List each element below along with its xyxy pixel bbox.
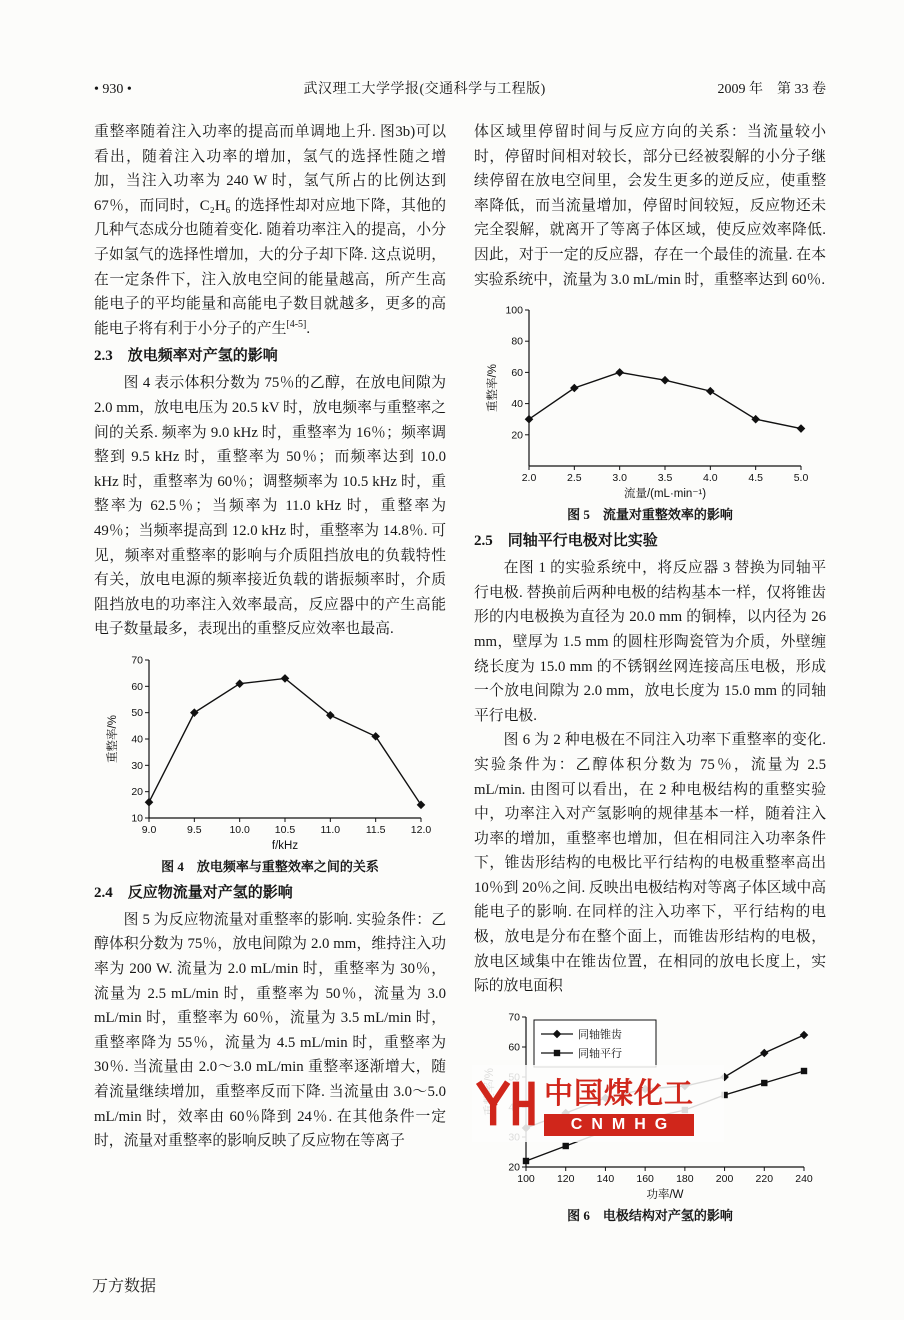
figure-6-caption: 图 6 电极结构对产氢的影响 [567,1207,733,1223]
svg-text:60: 60 [508,1041,520,1054]
svg-text:11.5: 11.5 [365,823,386,836]
svg-text:4.5: 4.5 [748,472,763,485]
journal-title: 武汉理工大学学报(交通科学与工程版) [303,82,546,97]
watermark-texts [544,1071,694,1136]
svg-text:200: 200 [715,1172,734,1185]
svg-text:9.0: 9.0 [141,823,157,836]
figure-5-caption: 图 5 流量对重整效率的影响 [567,507,733,523]
svg-text:4.0: 4.0 [703,472,718,485]
svg-text:160: 160 [636,1172,654,1185]
svg-text:140: 140 [596,1172,615,1185]
svg-text:3.0: 3.0 [612,472,627,485]
chart-frequency-vs-reforming [105,650,435,854]
svg-text:50: 50 [131,707,143,720]
paragraph-residence-time: 体区域里停留时间与反应方向的关系：当流量较小时，停留时间相对较长，部分已经被裂解的小分子继续停留在放电空间里，会发生更多的逆反应，使重整率降低，而当流量增加，停留时间较短，反应物还未完全裂解，就离开了等离子体区域，使反应效率降低. 因此，对于一定的反应器，存在一个最佳的流量. 在本实验系统中，流量为 3.0 mL/min 时，重整率达到 60％. [474,124,826,288]
left-column [94,120,446,1230]
svg-text:12.0: 12.0 [410,823,432,836]
svg-text:60: 60 [511,367,523,380]
page-number: • 930 • [94,82,132,97]
watermark-text-cn: 中国煤化工 [544,1077,695,1110]
svg-text:2.5: 2.5 [567,472,582,485]
svg-text:同轴锥齿: 同轴锥齿 [578,1028,622,1041]
watermark-logo-icon [474,1079,536,1127]
paragraph-coaxial-electrode: 在图 1 的实验系统中，将反应器 3 替换为同轴平行电极. 替换前后两种电极的结构基本一样，仅将锥齿形的内电极换为直径为 20.0 mm 的铜棒，以内径为 26 mm，壁厚为 1.5 mm 的圆柱形陶瓷管为介质，外壁缠绕长度为 15.0 mm 的不锈钢丝网连接高压电极，形成一个放电间隙为 2.0 mm，放电长度为 15.0 mm 的同轴平行电极. [474,560,826,724]
svg-text:10: 10 [131,812,143,825]
svg-text:10.5: 10.5 [274,823,296,836]
paragraph-flow-rate: 图 5 为反应物流量对重整率的影响. 实验条件：乙醇体积分数为 75％，放电间隙为 2.0 mm，维持注入功率为 200 W. 流量为 2.0 mL/min 时，重整率为 30％，流量为 2.5 mL/min 时，重整率为 50％，流量为 3.0 mL/min 时，重整率为 60％，流量为 3.5 mL/min 时，重整率降为 55％，流量为 4.5 mL/min 时，重整率为 30％. 当流量由 2.0～3.0 mL/min 重整率逐渐增大，随着流量继续增加，重整率反而下降. 当流量由 3.0～5.0 mL/min 时，效率由 60％降到 24％. 在其他条件一定时，流量对重整率的影响反映了反应物在等离子 [94,911,446,1150]
paragraph-electrode-comparison: 图 6 为 2 种电极在不同注入功率下重整率的变化. 实验条件为：乙醇体积分数为 75％，流量为 2.5 mL/min. 由图可以看出，在 2 种电极结构的重整实验中，功率注入对产氢影响的规律基本一样，随着注入功率的增加，重整率也增加，但在相同注入功率条件下，锥齿形结构的电极比平行结构的电极重整率高出 10％到 20％之间. 反映出电极结构对等离子体区域中高能电子的影响. 在同样的注入功率下，平行结构的电极，放电是分布在整个面上，而锥齿形结构的电极，放电区域集中在锥齿位置，在相同的放电长度上，实际的放电面积 [474,732,826,995]
citation-ref: [4-5] [286,318,307,330]
chart-flow-vs-reforming [485,300,815,502]
svg-text:220: 220 [755,1172,774,1185]
svg-text:同轴平行: 同轴平行 [578,1047,622,1060]
svg-text:180: 180 [676,1172,694,1185]
svg-text:20: 20 [131,786,143,799]
page-footer [92,1273,156,1296]
right-column [474,120,826,1230]
svg-text:30: 30 [131,759,143,772]
wanfang-data-mark: 万方数据 [92,1278,157,1295]
svg-text:70: 70 [508,1011,520,1024]
issue-info: 2009 年 第 33 卷 [717,82,826,97]
watermark-text-en: CNMHG [544,1114,694,1136]
svg-text:流量/(mL·min⁻¹): 流量/(mL·min⁻¹) [623,488,707,501]
svg-text:80: 80 [511,335,523,348]
paragraph-power-continuation [94,120,446,341]
svg-text:100: 100 [505,304,523,317]
svg-text:9.5: 9.5 [187,823,202,836]
svg-text:f/kHz: f/kHz [271,839,299,852]
svg-text:20: 20 [508,1161,520,1174]
paragraph-text: . [306,320,311,337]
section-heading-2-3: 2.3 放电频率对产氢的影响 [94,348,278,365]
svg-text:重整率/%: 重整率/% [487,364,499,413]
watermark-overlay [472,1065,724,1142]
svg-text:240: 240 [795,1172,813,1185]
paragraph-text: 重整率随着注入功率的提高而单调地上升. 图3b)可以看出，随着注入功率的增加，氢气的选择性随之增加，当注入功率为 240 W 时，氢气所占的比例达到 67％，而同时，C₂H₆ 的选择性却对应地下降，其他的几种气态成分也随着变化. 随着功率注入的提高，小分子如氢气的选择性增加，大的分子却下降. 这点说明，在一定条件下，注入放电空间的能量越高，所产生高能电子的平均能量和高能电子数目就越多，更多的高能电子将有利于小分子的产生 [94,124,446,337]
two-column-body [94,120,826,1230]
page-header [94,78,826,98]
svg-text:70: 70 [131,654,143,667]
svg-text:10.0: 10.0 [229,823,250,836]
svg-text:11.0: 11.0 [320,823,341,836]
figure-4 [94,650,446,875]
svg-text:40: 40 [131,733,143,746]
svg-text:60: 60 [131,680,143,693]
svg-text:3.5: 3.5 [657,472,673,485]
paragraph-frequency: 图 4 表示体积分数为 75％的乙醇，在放电间隙为 2.0 mm，放电电压为 20.5 kV 时，放电频率与重整率之间的关系. 频率为 9.0 kHz 时，重整率为 16％；频率调整到 9.5 kHz 时，重整率为 50％；而频率达到 10.0 kHz 时，重整率为 60％；调整频率为 10.5 kHz 时，重整率为 62.5％；当频率为 11.0 kHz 时，重整率为 49％；当频率提高到 12.0 kHz 时，重整率为 14.8％. 可见，频率对重整率的影响与介质阻挡放电的负载特性有关，放电电源的频率接近负载的谐振频率时，介质阻挡放电的功率注入效率最高，反应器中的产生高能电子数量最多，表现出的重整反应效率也最高. [94,375,446,638]
section-heading-2-4: 2.4 反应物流量对产氢的影响 [94,884,293,901]
svg-text:功率/W: 功率/W [646,1188,684,1201]
svg-text:5.0: 5.0 [793,472,809,485]
figure-6 [474,1007,826,1224]
svg-text:120: 120 [556,1172,575,1185]
section-heading-2-5: 2.5 同轴平行电极对比实验 [474,533,658,550]
figure-5 [474,300,826,523]
svg-text:40: 40 [511,398,523,411]
svg-text:20: 20 [511,429,523,442]
figure-4-caption: 图 4 放电频率与重整效率之间的关系 [161,858,379,874]
svg-text:100: 100 [517,1172,535,1185]
svg-text:重整率/%: 重整率/% [107,714,119,763]
svg-text:2.0: 2.0 [521,472,537,485]
